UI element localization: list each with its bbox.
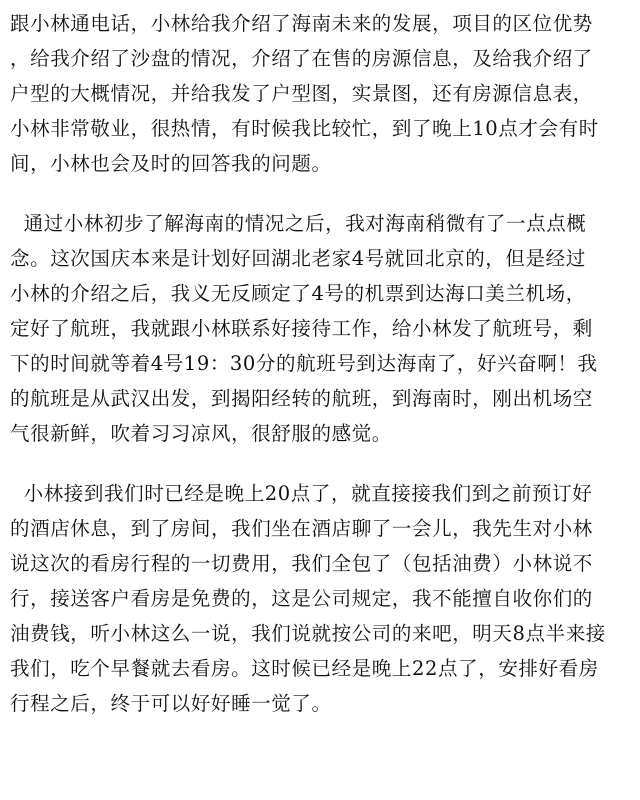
paragraph-3	[10, 476, 632, 721]
text-line: 念。这次国庆本来是计划好回湖北老家4号就回北京的，但是经过	[10, 247, 586, 270]
text-line: 小林接到我们时已经是晚上20点了，就直接接我们到之前预订好	[10, 482, 593, 505]
text-line: 小林的介绍之后，我义无反顾定了4号的机票到达海口美兰机场，	[10, 282, 586, 305]
text-line: 小林非常敬业，很热情，有时候我比较忙，到了晚上10点才会有时	[10, 117, 599, 140]
text-line: 通过小林初步了解海南的情况之后，我对海南稍微有了一点点概	[10, 212, 587, 235]
text-line: 行程之后，终于可以好好睡一觉了。	[10, 692, 332, 715]
text-line: 下的时间就等着4号19：30分的航班号到达海南了，好兴奋啊！我	[10, 352, 598, 375]
text-line: 的酒店休息，到了房间，我们坐在酒店聊了一会儿，我先生对小林	[10, 517, 593, 540]
paragraph-2	[10, 206, 632, 451]
text-line: 的航班是从武汉出发，到揭阳经转的航班，到海南时，刚出机场空	[10, 387, 593, 410]
paragraph-1	[10, 6, 632, 181]
text-line: 行，接送客户看房是免费的，这是公司规定，我不能擅自收你们的	[10, 587, 593, 610]
text-line: ，给我介绍了沙盘的情况，介绍了在售的房源信息，及给我介绍了	[10, 47, 593, 70]
text-line: 间，小林也会及时的回答我的问题。	[10, 152, 332, 175]
text-line: 定好了航班，我就跟小林联系好接待工作，给小林发了航班号，剩	[10, 317, 593, 340]
text-line: 户型的大概情况，并给我发了户型图，实景图，还有房源信息表，	[10, 82, 593, 105]
text-line: 油费钱，听小林这么一说，我们说就按公司的来吧，明天8点半来接	[10, 622, 606, 645]
text-line: 气很新鲜，吹着习习凉风，很舒服的感觉。	[10, 422, 392, 445]
text-line: 跟小林通电话，小林给我介绍了海南未来的发展，项目的区位优势	[10, 12, 593, 35]
text-line: 说这次的看房行程的一切费用，我们全包了（包括油费）小林说不	[10, 552, 593, 575]
text-line: 我们，吃个早餐就去看房。这时候已经是晚上22点了，安排好看房	[10, 657, 599, 680]
